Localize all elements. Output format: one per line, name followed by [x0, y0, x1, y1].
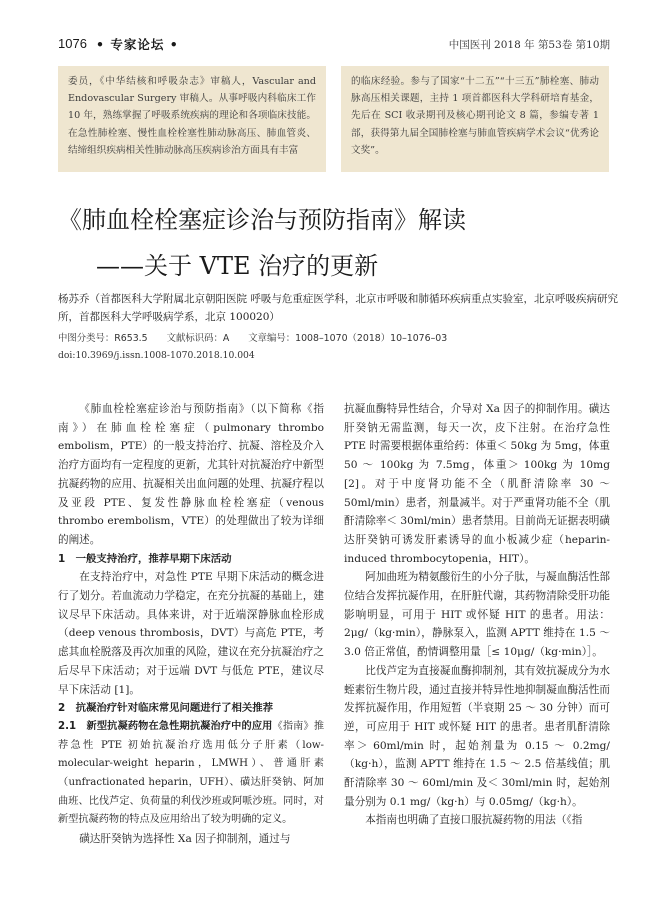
paragraph: 抗凝血酶特异性结合，介导对 Xa 因子的抑制作用。磺达肝癸钠无需监测，每天一次，皮下注射。在治疗急性 PTE 时需要根据体重给药：体重＜ 50kg 为 5mg，体重 50 ～ 100kg 为 7.5mg，体重＞ 100kg 为 10mg [2]。对于中度肾功能不全（肌酐清除率 30 ～ 50ml/min）患者，剂量减半。对于严重肾功能不全（肌酐清除率＜ 30ml/min）患者禁用。目前尚无证据表明磺达肝癸钠可诱发肝素诱导的血小板减少症（heparin-induced thrombocytopenia，HIT）。 — [344, 403, 610, 565]
article-metadata — [58, 330, 463, 344]
body-column-left — [58, 400, 324, 849]
section-heading-2: 2 抗凝治疗针对临床常见问题进行了相关推荐 — [58, 702, 274, 715]
author-bio-box-left: 委员，《中华结核和呼吸杂志》审稿人，Vascular and Endovascular Surgery 审稿人。从事呼吸内科临床工作 10 年，熟练掌握了呼吸系统疾病的理论和各项临床技能。在急性肺栓塞、慢性血栓栓塞性肺动脉高压、肺血管炎、结缔组织疾病相关性肺动脉高压疾病诊治方面具有丰富 — [58, 66, 326, 172]
paragraph: 磺达肝癸钠为选择性 Xa 因子抑制剂，通过与 — [79, 833, 291, 846]
author-bio-box-right: 的临床经验。参与了国家“十二五”“十三五”肺栓塞、肺动脉高压相关课题，主持 1 项首都医科大学科研培育基金，先后在 SCI 收录期刊及核心期刊论文 8 篇，参编专著 1 部，获得第九届全国肺栓塞与肺血管疾病学术会议“优秀论文奖”。 — [341, 66, 609, 172]
paragraph: 本指南也明确了直接口服抗凝药物的用法（《指 — [365, 814, 583, 827]
article-title: 《肺血栓栓塞症诊治与预防指南》解读 — [58, 206, 466, 234]
author-affiliation: 杨苏乔（首都医科大学附属北京朝阳医院 呼吸与危重症医学科，北京市呼吸和肺循环疾病重点实验室，北京呼吸疾病研究所，首都医科大学呼吸病学系，北京 100020） — [58, 293, 618, 323]
section-heading-1: 1 一般支持治疗，推荐早期下床活动 — [58, 552, 232, 565]
journal-info: 中国医刊 2018 年 第53卷 第10期 — [448, 39, 610, 51]
doi: doi:10.3969/j.issn.1008-1070.2018.10.004 — [58, 350, 255, 361]
article-subtitle: ——关于 VTE 治疗的更新 — [96, 252, 379, 280]
document-code: 文献标识码：A — [166, 333, 230, 344]
page-number: 1076 — [58, 36, 87, 51]
column-name: • 专家论坛 • — [96, 37, 179, 52]
subsection-text: 《指南》推荐急性 PTE 初始抗凝治疗选用低分子肝素（low-molecular-weight heparin，LMWH）、普通肝素（unfractionated heparin，UFH）、磺达肝癸钠、阿加曲班、比伐芦定、负荷量的利伐沙班或阿哌沙班。同时，对新型抗凝药物的特点及应用给出了较为明确的定义。 — [58, 720, 325, 826]
clc-number: 中图分类号：R653.5 — [58, 333, 148, 344]
article-number: 文章编号：1008–1070（2018）10–1076–03 — [248, 333, 448, 344]
subsection-heading: 2.1 新型抗凝药物在急性期抗凝治疗中的应用 — [58, 720, 273, 732]
intro-paragraph: 《肺血栓栓塞症诊治与预防指南》（以下简称《指南》）在肺血栓栓塞症（pulmonary thrombo embolism，PTE）的一般支持治疗、抗凝、溶栓及介入治疗方面均有一定程度的更新，尤其针对抗凝治疗中新型抗凝药物的应用、抗凝相关出血问题的处理、抗凝疗程以及亚段 PTE、复发性静脉血栓栓塞症（venous thrombo erembolism，VTE）的处理做出了较为详细的阐述。 — [58, 403, 324, 546]
subsection-2-1 — [58, 718, 324, 830]
paragraph: 在支持治疗中，对急性 PTE 早期下床活动的概念进行了划分。若血流动力学稳定，在充分抗凝的基础上，建议尽早下床活动。具体来讲，对于近端深静脉血栓形成（deep venous thrombosis，DVT）与高危 PTE，考虑其血栓脱落及再次加重的风险，建议在充分抗凝治疗之后尽早下床活动；对于远端 DVT 与低危 PTE，建议尽早下床活动 [1]。 — [58, 571, 324, 696]
body-column-right — [344, 400, 610, 830]
paragraph: 阿加曲班为精氨酸衍生的小分子肽，与凝血酶活性部位结合发挥抗凝作用，在肝脏代谢，其药物清除受肝功能影响明显，可用于 HIT 或怀疑 HIT 的患者。用法：2μg/（kg·min），静脉泵入，监测 APTT 维持在 1.5 ～ 3.0 倍正常值，酌情调整用量［≤ 10μg/（kg·min）］。 — [344, 571, 610, 659]
paragraph: 比伐芦定为直接凝血酶抑制剂，其有效抗凝成分为水蛭素衍生物片段，通过直接并特异性地抑制凝血酶活性而发挥抗凝作用，作用短暂（半衰期 25 ～ 30 分钟）而可逆，可应用于 HIT 或怀疑 HIT 的患者。患者肌酐清除率＞ 60ml/min 时，起始剂量为 0.15 ～ 0.2mg/（kg·h），监测 APTT 维持在 1.5 ～ 2.5 倍基线值；肌酐清除率 30 ～ 60ml/min 及＜ 30ml/min 时，起始剂量分别为 0.1 mg/（kg·h）与 0.05mg/（kg·h）。 — [344, 664, 610, 808]
